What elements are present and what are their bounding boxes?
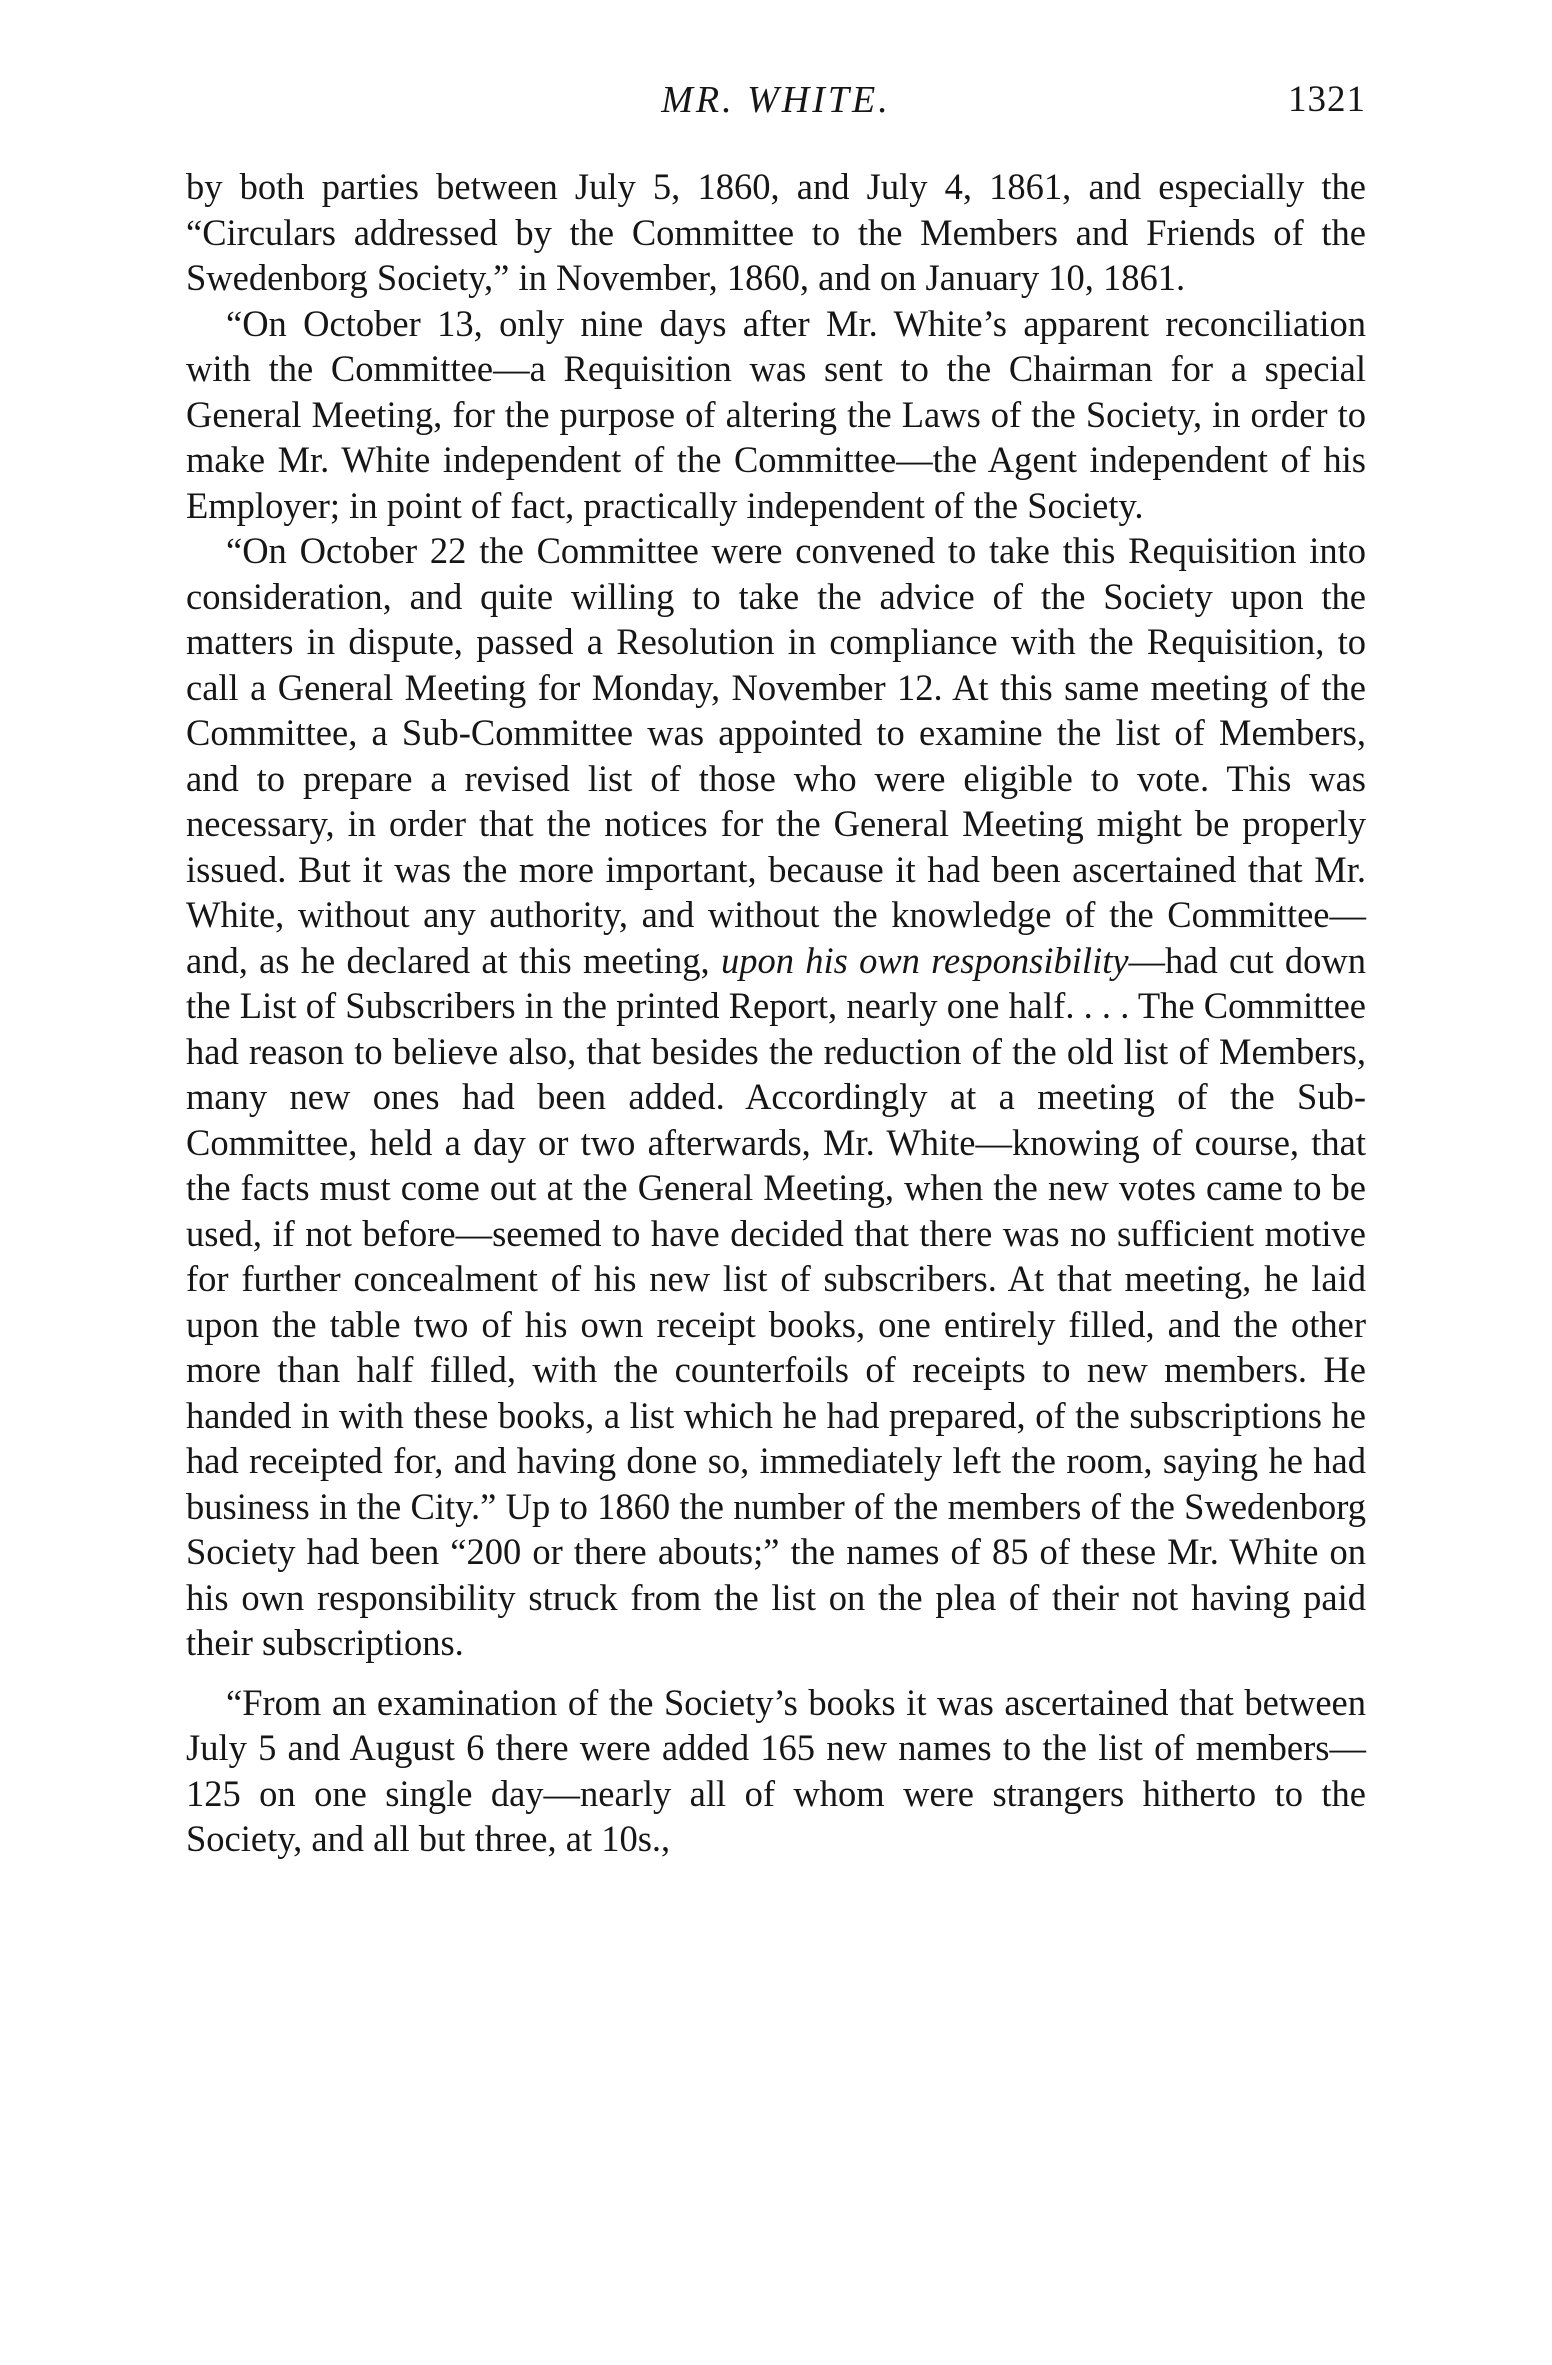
text-segment: “On October 13, only nine days after Mr. White’s apparent reconciliation with the Committee—a Requisition was sent to the Chairman for a special General Meeting, for the purpose of altering the Laws of the Society, in order to make Mr. White independent of the Committee—the Agent independent of his Employer; in point of fact, practically independent of the Society. [186,302,1366,526]
body-text [186,164,1366,1862]
paragraph-2 [186,301,1366,529]
italic-phrase: upon his own responsibility [720,939,1129,981]
running-head [186,70,1366,130]
paragraph-4 [186,1680,1366,1862]
text-segment: —had cut down the List of Subscribers in the printed Report, nearly one half. . . . The Committee had reason to believe also, that besides the reduction of the old list of Members, many new ones had been added. Accordingly at a meeting of the Sub-Committee, held a day or two afterwards, Mr. White—knowing of course, that the facts must come out at the General Meeting, when the new votes came to be used, if not before—seemed to have decided that there was no sufficient motive for further concealment of his new list of subscribers. At that meeting, he laid upon the table two of his own receipt books, one entirely filled, and the other more than half filled, with the counterfoils of receipts to new members. He handed in with these books, a list which he had prepared, of the subscriptions he had receipted for, and having done so, immediately left the room, saying he had business in the City.” Up to 1860 the number of the members of the Swedenborg Society had been “200 or there abouts;” the names of 85 of these Mr. White on his own responsibility struck from the list on the plea of their not having paid their subscriptions. [186,939,1366,1663]
text-segment: by both parties between July 5, 1860, and July 4, 1861, and especially the “Circulars addressed by the Committee to the Members and Friends of the Swedenborg Society,” in November, 1860, and on January 10, 1861. [186,166,1366,298]
page-number: 1321 [1288,79,1366,120]
text-segment: “From an examination of the Society’s books it was ascertained that between July 5 and August 6 there were added 165 new names to the list of members—125 on one single day—nearly all of whom were strangers hitherto to the Society, and all but three, at 10s., [186,1681,1366,1859]
running-title: MR. WHITE. [661,79,891,121]
paragraph-3 [186,528,1366,1666]
text-segment: “On October 22 the Committee were convened to take this Requisition into consideration, and quite willing to take the advice of the Society upon the matters in dispute, passed a Resolution in compliance with the Requisition, to call a General Meeting for Monday, November 12. At this same meeting of the Committee, a Sub-Committee was appointed to examine the list of Members, and to prepare a revised list of those who were eligible to vote. This was necessary, in order that the notices for the General Meeting might be properly issued. But it was the more important, because it had been ascertained that Mr. White, without any authority, and without the knowledge of the Committee—and, as he declared at this meeting, [186,530,1366,981]
paragraph-1 [186,164,1366,301]
